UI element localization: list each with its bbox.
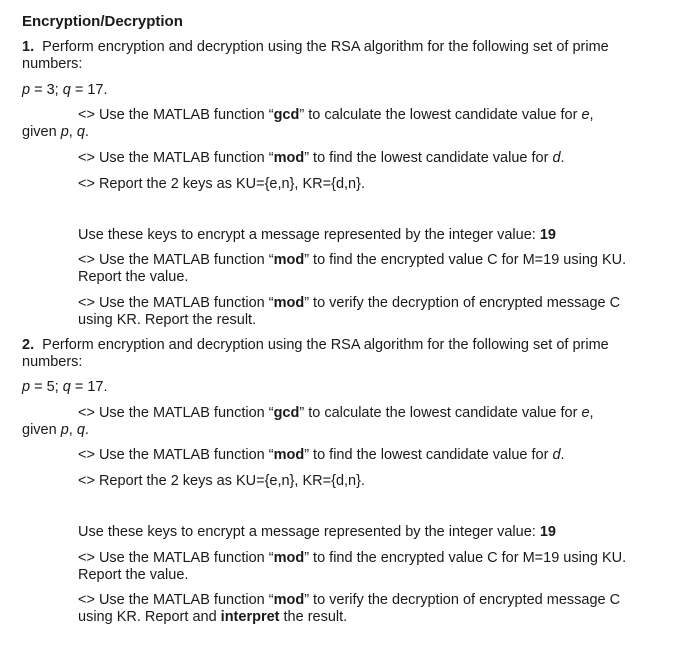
step-text: ” to verify the decryption of encrypted message C: [304, 592, 621, 608]
step-text: the result.: [279, 609, 348, 625]
matlab-function-mod: mod: [273, 447, 305, 463]
step-text: ” to find the encrypted value C for M=19 using KU.: [304, 252, 627, 268]
step-text: <> Use the MATLAB function “: [78, 592, 274, 608]
step-text: <> Use the MATLAB function “: [78, 405, 274, 421]
step-text: <> Use the MATLAB function “: [78, 252, 274, 268]
problem-2-intro-text: Perform encryption and decryption using the RSA algorithm for the following set of prime: [42, 337, 609, 353]
p-value: = 3;: [30, 82, 63, 98]
e-var: e: [581, 107, 590, 123]
step-text: .: [560, 447, 565, 463]
step-text: .: [84, 422, 89, 438]
step-text: ” to calculate the lowest candidate value for: [299, 405, 582, 421]
step-text: Use these keys to encrypt a message represented by the integer value:: [78, 524, 540, 540]
problem-2-step-keys: <> Report the 2 keys as KU={e,n}, KR={d,n}.: [78, 473, 365, 489]
step-text: ,: [68, 422, 77, 438]
problem-1-step-encrypt-line1: [78, 252, 626, 269]
problem-2-step-decrypt-line2: [78, 609, 347, 626]
q-var: q: [76, 422, 85, 438]
step-text: ” to calculate the lowest candidate value for: [299, 107, 582, 123]
step-text: <> Use the MATLAB function “: [78, 447, 274, 463]
problem-1-step-decrypt-line2: [78, 312, 256, 329]
e-var: e: [581, 405, 590, 421]
matlab-function-mod: mod: [273, 150, 305, 166]
step-text: ,: [68, 124, 77, 140]
step-text: ,: [589, 405, 594, 421]
problem-1-intro-text: Perform encryption and decryption using the RSA algorithm for the following set of prime: [42, 39, 609, 55]
problem-2-step-gcd-line1: [78, 405, 594, 422]
d-var: d: [552, 447, 561, 463]
p-var: p: [22, 379, 31, 395]
step-text: <> Use the MATLAB function “: [78, 107, 274, 123]
problem-2-step-gcd-line2: [22, 422, 89, 439]
matlab-function-mod: mod: [273, 550, 305, 566]
step-text: ” to find the lowest candidate value for: [304, 447, 553, 463]
problem-2-step-encrypt-line2: Report the value.: [78, 567, 189, 583]
problem-2-step-mod-d: [78, 447, 565, 464]
problem-1-step-encrypt-line2: Report the value.: [78, 269, 189, 285]
q-var: q: [76, 124, 85, 140]
q-value: = 17.: [70, 379, 108, 395]
problem-1-step-mod-d: [78, 150, 565, 167]
step-text: <> Use the MATLAB function “: [78, 550, 274, 566]
problem-2-primes: [22, 379, 108, 396]
emphasis-interpret: interpret: [220, 609, 280, 625]
step-text: using KR. Report the result.: [78, 312, 257, 328]
matlab-function-mod: mod: [273, 252, 305, 268]
q-value: = 17.: [70, 82, 108, 98]
problem-1-primes: [22, 82, 108, 99]
problem-2-intro-line1: [22, 337, 609, 354]
step-text: <> Use the MATLAB function “: [78, 295, 274, 311]
p-value: = 5;: [30, 379, 63, 395]
p-var: p: [60, 124, 69, 140]
problem-1-number: 1.: [22, 39, 35, 55]
problem-2-number: 2.: [22, 337, 35, 353]
step-text: ,: [589, 107, 594, 123]
step-text: <> Use the MATLAB function “: [78, 150, 274, 166]
step-text: given: [22, 124, 61, 140]
step-text: ” to find the lowest candidate value for: [304, 150, 553, 166]
problem-1-step-keys: <> Report the 2 keys as KU={e,n}, KR={d,n}.: [78, 176, 365, 192]
step-text: using KR. Report and: [78, 609, 221, 625]
p-var: p: [22, 82, 31, 98]
problem-1-intro-line1: [22, 39, 609, 56]
step-text: ” to find the encrypted value C for M=19 using KU.: [304, 550, 627, 566]
step-text: Use these keys to encrypt a message represented by the integer value:: [78, 227, 540, 243]
matlab-function-gcd: gcd: [273, 107, 300, 123]
step-text: given: [22, 422, 61, 438]
problem-2-step-encrypt-line1: [78, 550, 626, 567]
problem-2-step-decrypt-line1: [78, 592, 620, 609]
matlab-function-gcd: gcd: [273, 405, 300, 421]
q-var: q: [62, 379, 71, 395]
d-var: d: [552, 150, 561, 166]
message-value: 19: [539, 227, 556, 243]
step-text: .: [84, 124, 89, 140]
problem-2-encrypt-intro: [78, 524, 556, 541]
document-title: Encryption/Decryption: [22, 13, 183, 30]
matlab-function-mod: mod: [273, 295, 305, 311]
matlab-function-mod: mod: [273, 592, 305, 608]
problem-1-encrypt-intro: [78, 227, 556, 244]
problem-1-step-gcd-line2: [22, 124, 89, 141]
q-var: q: [62, 82, 71, 98]
problem-1-step-decrypt-line1: [78, 295, 620, 312]
step-text: ” to verify the decryption of encrypted message C: [304, 295, 621, 311]
message-value: 19: [539, 524, 556, 540]
problem-1-step-gcd-line1: [78, 107, 594, 124]
step-text: .: [560, 150, 565, 166]
p-var: p: [60, 422, 69, 438]
problem-1-intro-line2: numbers:: [22, 56, 83, 72]
problem-2-intro-line2: numbers:: [22, 354, 83, 370]
